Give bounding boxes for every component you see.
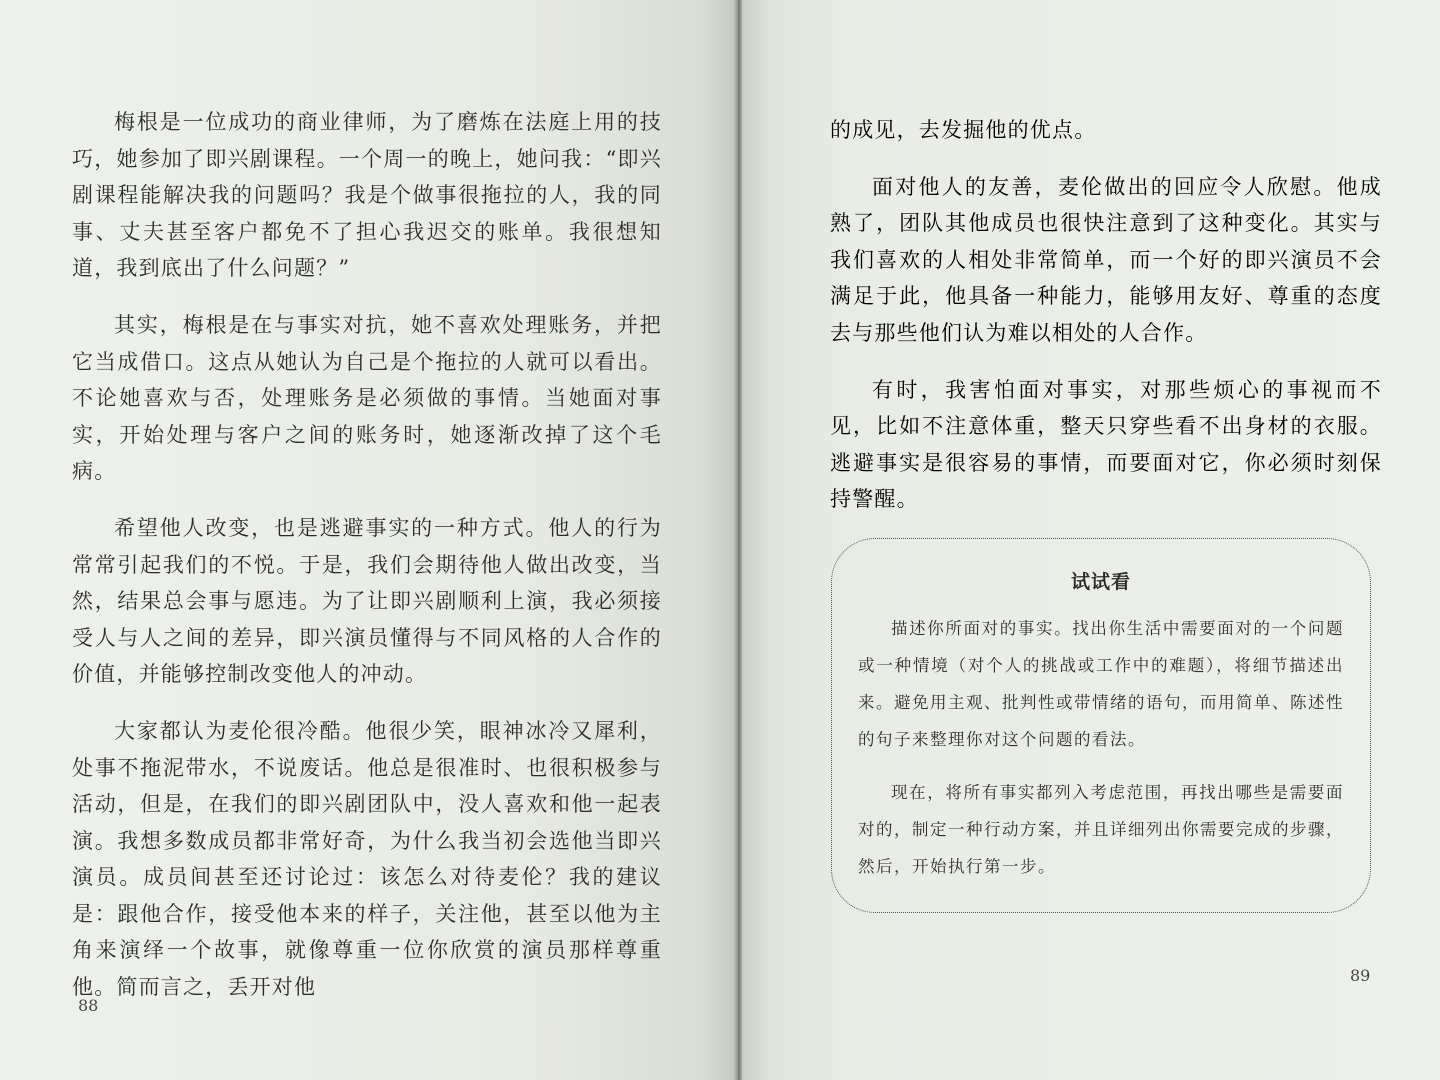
try-it-title: 试试看 — [1070, 571, 1131, 593]
try-it-paragraph: 描述你所面对的事实。找出你生活中需要面对的一个问题或一种情境（对个人的挑战或工作中的难题），将细节描述出来。避免用主观、批判性或带情绪的语句，而用简单、陈述性的句子来整理你对这个问题的看法。 — [858, 619, 1344, 749]
paragraph: 有时，我害怕面对事实，对那些烦心的事视而不见，比如不注意体重，整天只穿些看不出身材的衣服。逃避事实是很容易的事情，而要面对它，你必须时刻保持警醒。 — [830, 377, 1382, 512]
paragraph: 其实，梅根是在与事实对抗，她不喜欢处理账务，并把它当成借口。这点从她认为自己是个拖拉的人就可以看出。不论她喜欢与否，处理账务是必须做的事情。当她面对事实，开始处理与客户之间的账务时，她逐渐改掉了这个毛病。 — [72, 312, 662, 484]
page-number-right: 89 — [1350, 966, 1371, 985]
page-number-left: 88 — [78, 996, 99, 1015]
paragraph: 的成见，去发掘他的优点。 — [830, 118, 1097, 142]
paragraph: 大家都认为麦伦很冷酷。他很少笑，眼神冰冷又犀利，处事不拖泥带水，不说废话。他总是很准时、也很积极参与活动，但是，在我们的即兴剧团队中，没人喜欢和他一起表演。我想多数成员都非常好奇，为什么我当初会选他当即兴演员。成员间甚至还讨论过：该怎么对待麦伦？我的建议是：跟他合作，接受他本来的样子，关注他，甚至以他为主角来演绎一个故事，就像尊重一位你欣赏的演员那样尊重他。简而言之，丢开对他 — [72, 718, 662, 1000]
try-it-box — [831, 538, 1371, 913]
try-it-paragraph: 现在，将所有事实都列入考虑范围，再找出哪些是需要面对的，制定一种行动方案，并且详细列出你需要完成的步骤，然后，开始执行第一步。 — [858, 783, 1344, 876]
paragraph: 面对他人的友善，麦伦做出的回应令人欣慰。他成熟了，团队其他成员也很快注意到了这种变化。其实与我们喜欢的人相处非常简单，而一个好的即兴演员不会满足于此，他具备一种能力，能够用友好、尊重的态度去与那些他们认为难以相处的人合作。 — [830, 174, 1382, 345]
right-page-body — [830, 112, 1382, 538]
paragraph: 梅根是一位成功的商业律师，为了磨炼在法庭上用的技巧，她参加了即兴剧课程。一个周一的晚上，她问我：“即兴剧课程能解决我的问题吗？我是个做事很拖拉的人，我的同事、丈夫甚至客户都免不了担心我迟交的账单。我很想知道，我到底出了什么问题？” — [72, 110, 662, 281]
paragraph: 希望他人改变，也是逃避事实的一种方式。他人的行为常常引起我们的不悦。于是，我们会期待他人做出改变，当然，结果总会事与愿违。为了让即兴剧顺利上演，我必须接受人与人之间的差异，即兴演员懂得与不同风格的人合作的价值，并能够控制改变他人的冲动。 — [72, 515, 662, 687]
left-page-body — [72, 104, 662, 1026]
